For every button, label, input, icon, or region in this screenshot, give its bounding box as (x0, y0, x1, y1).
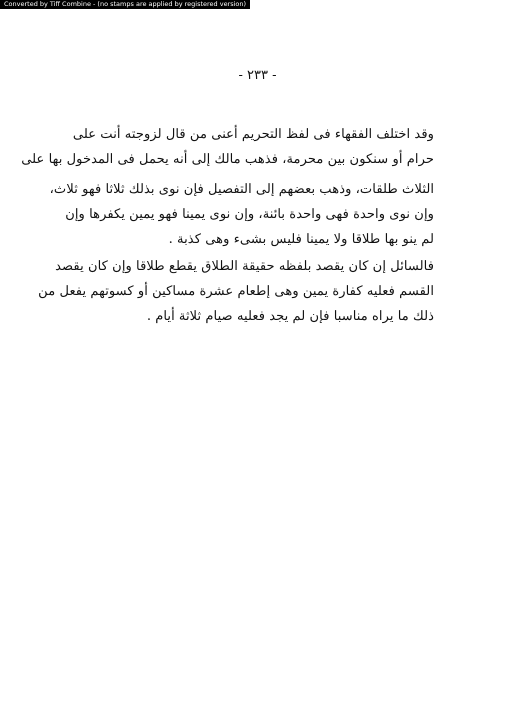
text-line: وإن نوى واحدة فهى واحدة بائنة، وإن نوى يمينا فهو يمين يكفرها وإن (65, 207, 434, 222)
page-number: - ٢٣٣ - (238, 68, 277, 83)
text-line: القسم فعليه كفارة يمين وهى إطعام عشرة مساكين أو كسوتهم يفعل من (38, 284, 434, 299)
paragraph-3 (38, 254, 434, 329)
text-line: حرام أو سنكون بين محرمة، فذهب مالك إلى أنه يحمل فى المدخول بها على (21, 152, 434, 167)
paragraph-2 (49, 177, 434, 252)
text-line: ذلك ما يراه مناسبا فإن لم يجد فعليه صيام ثلاثة أيام . (146, 309, 434, 324)
text-line: وقد اختلف الفقهاء فى لفظ التحريم أعنى من قال لزوجته أنت على (72, 127, 434, 142)
converter-banner: Converted by Tiff Combine - (no stamps are applied by registered version) (0, 0, 250, 9)
text-line: الثلاث طلقات، وذهب بعضهم إلى التفصيل فإن نوى بذلك ثلاثا فهو ثلاث، (49, 182, 434, 197)
text-line: فالسائل إن كان يقصد بلفظه حقيقة الطلاق يقطع طلاقا وإن كان يقصد (55, 259, 434, 274)
paragraph-1 (21, 122, 434, 172)
text-line: لم ينو بها طلاقا ولا يمينا فليس بشىء وهى كذبة . (168, 232, 434, 247)
